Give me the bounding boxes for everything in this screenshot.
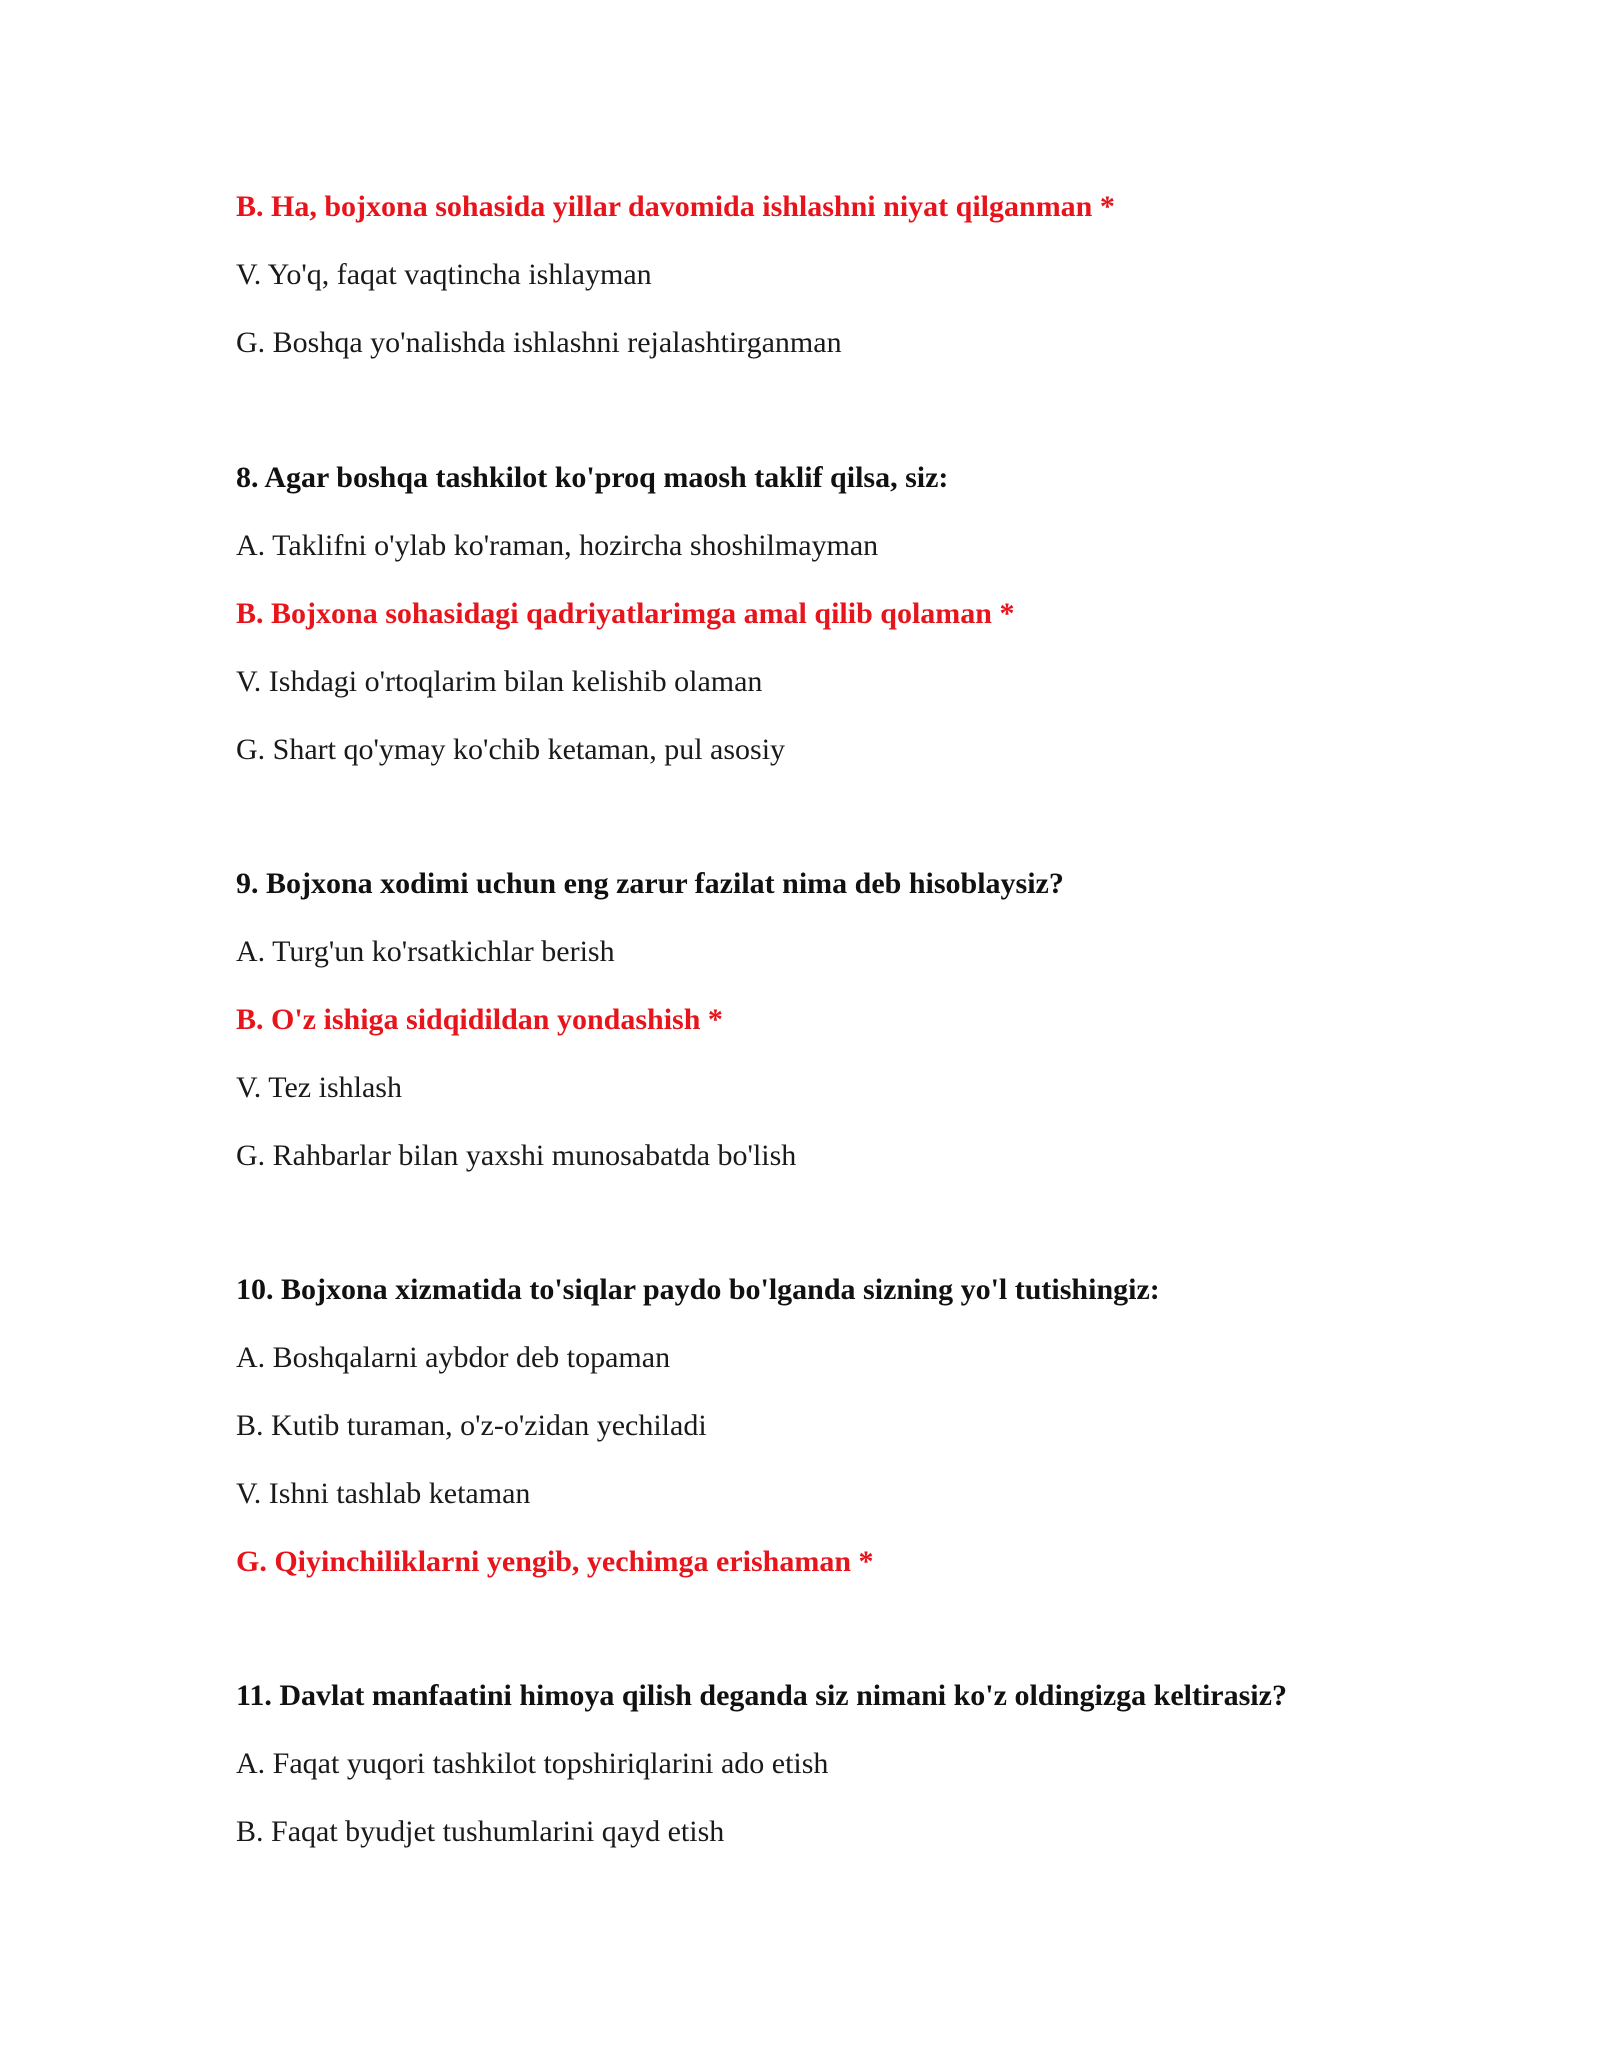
answer-option: A. Turg'un ko'rsatkichlar berish bbox=[236, 935, 615, 968]
answer-option: B. Kutib turaman, o'z-o'zidan yechiladi bbox=[236, 1409, 707, 1442]
answer-option-correct: B. Bojxona sohasidagi qadriyatlarimga amal qilib qolaman * bbox=[236, 597, 1015, 630]
answer-option: G. Boshqa yo'nalishda ishlashni rejalashtirganman bbox=[236, 326, 842, 359]
answer-option: A. Faqat yuqori tashkilot topshiriqlarini ado etish bbox=[236, 1747, 829, 1780]
answer-option: V. Ishni tashlab ketaman bbox=[236, 1477, 531, 1510]
question-title: 8. Agar boshqa tashkilot ko'proq maosh taklif qilsa, siz: bbox=[236, 461, 949, 494]
answer-option: B. Faqat byudjet tushumlarini qayd etish bbox=[236, 1815, 725, 1848]
question-title: 9. Bojxona xodimi uchun eng zarur fazilat nima deb hisoblaysiz? bbox=[236, 867, 1064, 900]
answer-option-correct: G. Qiyinchiliklarni yengib, yechimga erishaman * bbox=[236, 1545, 874, 1578]
answer-option: A. Boshqalarni aybdor deb topaman bbox=[236, 1341, 671, 1374]
answer-option: V. Yo'q, faqat vaqtincha ishlayman bbox=[236, 258, 652, 291]
answer-option-correct: B. Ha, bojxona sohasida yillar davomida ishlashni niyat qilganman * bbox=[236, 190, 1115, 223]
answer-option: V. Tez ishlash bbox=[236, 1071, 402, 1104]
answer-option: A. Taklifni o'ylab ko'raman, hozircha shoshilmayman bbox=[236, 529, 879, 562]
question-title: 11. Davlat manfaatini himoya qilish deganda siz nimani ko'z oldingizga keltirasiz? bbox=[236, 1679, 1287, 1712]
answer-option: V. Ishdagi o'rtoqlarim bilan kelishib olaman bbox=[236, 665, 763, 698]
answer-option: G. Rahbarlar bilan yaxshi munosabatda bo'lish bbox=[236, 1139, 797, 1172]
answer-option: G. Shart qo'ymay ko'chib ketaman, pul asosiy bbox=[236, 733, 786, 766]
answer-option-correct: B. O'z ishiga sidqidildan yondashish * bbox=[236, 1003, 723, 1036]
question-title: 10. Bojxona xizmatida to'siqlar paydo bo'lganda sizning yo'l tutishingiz: bbox=[236, 1273, 1160, 1306]
